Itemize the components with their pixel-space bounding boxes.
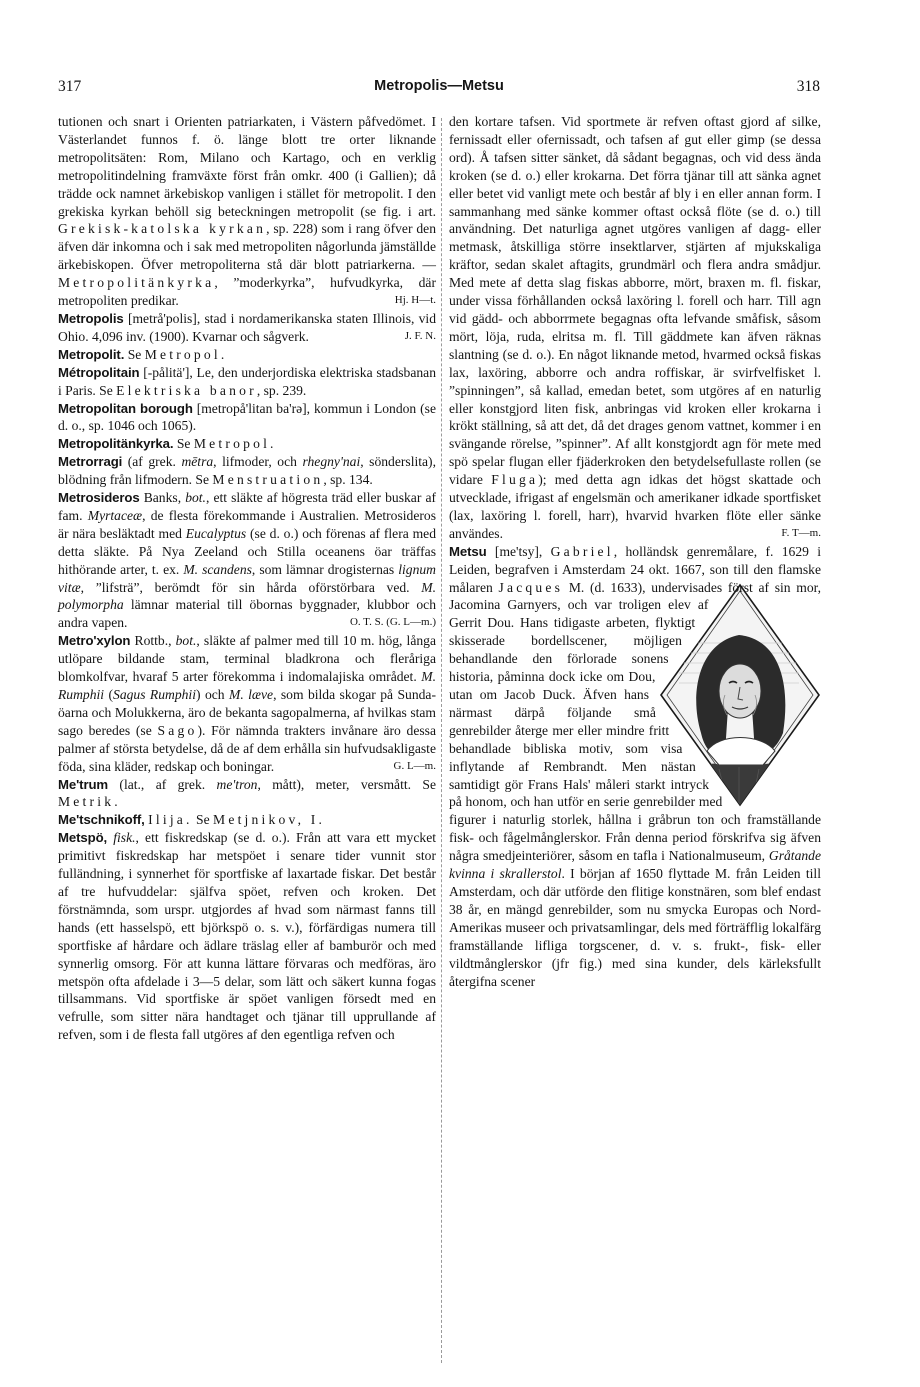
- entry-metropolit: Metropolit. Se Metropol.: [58, 346, 228, 362]
- entry-headword: Metropolis: [58, 310, 124, 326]
- page-header: [58, 78, 820, 98]
- author-signature: F. T—m.: [781, 526, 821, 539]
- column-divider: [441, 118, 442, 1363]
- entry-metschnikoff: Me'tschnikoff, Ilija. Se Metjnikov, I.: [58, 812, 326, 828]
- cross-reference: Metropolitänkyrka: [58, 275, 215, 291]
- entry-headword: Metrosideros: [58, 490, 140, 506]
- entry-headword: Metropolitänkyrka.: [58, 436, 174, 452]
- page-number-left: 317: [58, 78, 82, 95]
- author-signature: Hj. H—t.: [394, 294, 436, 307]
- page-number-right: 318: [796, 78, 820, 95]
- cross-reference: Metjnikov, I.: [213, 812, 326, 828]
- cross-reference: Elektriska banor: [116, 382, 257, 398]
- running-title: Metropolis—Metsu: [374, 78, 504, 94]
- entry-headword: Metsu: [449, 543, 487, 559]
- right-column: [449, 113, 821, 990]
- entry-metropolis: Metropolis [metrå'polis], stad i nordamerikanska staten Illinois, vid Ohio. 4,096 inv. (1900). Kvarnar och sågverk. J. F. N.: [58, 310, 437, 344]
- entry-headword: Metropolitan borough: [58, 400, 193, 416]
- cross-reference: Sago: [157, 722, 198, 738]
- entry-metspo: Metspö, fisk., ett fiskredskap (se d. o.). Från att vara ett mycket primitivt fiskredskap har metspöet i senare tider vunnit stor fulländning, i synnerhet för sportfiske af laxartade fiskar. Det består af tre hufvuddelar: själfva spöet, refven och kroken. Det förstnämnda, som urspr. utgjordes af hvad som närmast fanns till hands (ett hasselspö, ett björkspö o. s. v.), förfärdigas numera till sportfiske af hårdare och ädlare träslag eller af bamburör och med synnerlig omsorg. För att kunna lättare förvaras och medföras, äro metspön ofta afdelade i 3—5 delar, som lätt och säkert kunna fogas tillsammans. Vid sportfiske är spöet vanligen försedt med en vefrulle, som sitter nära handtaget och tjänar till upprullande af refven, som i de flesta fall utgöres af den egentliga refven och: [58, 830, 436, 1043]
- cross-reference: Metrik.: [58, 794, 121, 810]
- entry-headword: Me'tschnikoff,: [58, 812, 145, 828]
- entry-metropolitankyrka: Metropolitänkyrka. Se Metropol.: [58, 436, 277, 452]
- entry-metrum: Me'trum (lat., af grek. me'tron, mått), meter, versmått. Se Metrik.: [58, 776, 436, 810]
- entry-metropolitan-borough: Metropolitan borough [metropå'litan ba'rə], kommun i London (se d. o., sp. 1046 och 1065).: [58, 400, 436, 434]
- cross-reference: Metropol.: [144, 346, 228, 362]
- entry-metspo-continuation: den kortare tafsen. Vid sportmete är refven oftast gjord af silke, fernissadt eller ofernissadt, och tafsen af gut eller gimp (se dessa ord). Å tafsen sitter sänket, då sådant begagnas, och vid dess ända kroken (se d. o.) eller krokarna. Det förra tjänar till att sänka agnet eller betet vid vanligt mete och består af bly i en eller annan form. I sammanhang med sänke kommer oftast också flöte (se d. o.) till användning. Det naturliga agnet utgöres vanligen af dagg- eller metmask, åtskilliga större insektlarver, stjärten af mjukskaliga kräftor, sedan skalet aftagits, grundmärl och flera andra smådjur. Med mete af detta slag fiskas abborre, mört, braxen m. fl. fiskar, under vissa förhållanden också laxöring l. forell och harr. Till agn vid gädd- och abborrmete begagnas ofta lefvande småfisk, såsom mört, löja, ruda, elritsa m. fl. Till gäddmete kan äfven räknas slantning (se d. o.). En något liknande metod, hvarmed också fiskas lax, laxöring, abborre och andra roffiskar, är svirfvelfisket l. ”spinningen”, så kallad, emedan betet, som utgöres af en naturlig eller konstgjord liten fisk, anbringas vid kroken eller krokarna i krökt ställning, så att det, då det drages genom vattnet, kommer i en svängande rörelse, ”spinner”. Af allt konstgjordt agn för mete med spö spelar flugan eller fjäderkroken den betydelsefullaste rollen (se vidare Fluga); med detta agn idkas det högst skattade och utvecklade, ifrigast af engelsmän och amerikaner idkade sportfisket (lax, laxöring l. forell, harr), hvarvid hvarken flöte eller sänke användes. F. T—m.: [449, 114, 821, 541]
- cross-reference: Metropol.: [193, 436, 277, 452]
- author-signature: J. F. N.: [404, 329, 436, 342]
- entry-metsu: Metsu [me'tsy], Gabriel, holländsk genremålare, f. 1629 i Leiden, begrafven i Amsterdam 24 okt. 1667, son till den flamske målaren Jacques M. (d. 1633), undervisades först af sin mor, Jacomina Garnyers, och var troligen elev af Gerrit Dou. Hans tidigaste arbeten, flyktigt skisserade bordellscener, möjligen behandlande den förlorade sonens historia, påminna dock icke om Dou, utan om Jacob Duck. Äfven hans närmast därpå följande små genrebilder återge mer eller mindre fritt behandlade bibliska motiv, som visa inflytande af Rembrandt. Men nästan samtidigt gör Frans Hals' måleri starkt intryck på honom, och han utför en serie genrebilder med figurer i naturlig storlek, hållna i gråbrun ton och framställande fisk- och fågelmånglerskor. Från denna period förskrifva sig äfven några smedjeinteriörer, såsom en tafla i Nationalmuseum, Gråtande kvinna i skrallerstol. I början af 1650 flyttade M. från Leiden till Amsterdam, och där utförde den flitige konstnären, som blef endast 38 år, en mängd genrebilder, som nu smycka Europas och Nord-Amerikas museer och privatsamlingar, dels med förträfflig lokalfärg framställande lifliga torgscener, d. v. s. frukt-, fisk- eller vildtmånglerskor (jfr fig.) med sina kunder, dels kärleksfullt återgifna scener: [449, 543, 821, 989]
- entry-metropol-continuation: tutionen och snart i Orienten patriarkaten, i Västern påfvedömet. I Västerlandet funnos f. ö. länge blott tre orter liknande metropolitsäten: Rom, Milano och Kartago, och en verklig metropolitindelning framväxte först från omkr. 400 (i Gallien); då trädde ock namnet ärkebiskop vanligen i stället för metropolit. I den grekiska kyrkan behöll sig beteckningen metropolit (se fig. i art. Grekisk-katolska kyrkan, sp. 228) som i rang öfver den äfven där inkomna och i sak med metropoliten någorlunda jämställde ärkebiskopen. Öfver metropoliterna stå där blott patriarkerna. — Metropolitänkyrka, ”moderkyrka”, hufvudkyrka, där metropoliten predikar. Hj. H—t.: [58, 114, 436, 309]
- entry-headword: Metro'xylon: [58, 633, 131, 649]
- entry-metroxylon: Metro'xylon Rottb., bot., släkte af palmer med till 10 m. hög, långa utlöpare bildande stam, terminal bladkrona och fleråriga blomkolfvar, hvaraf 5 arter förekomma i indomalajiska området. M. Rumphii (Sagus Rumphii) och M. læve, som bilda skogar på Sunda-öarna och Molukkerna, äro de bekanta sagopalmerna, af hvilkas stam sago beredes (se Sago). För nämnda trakters invånare äro dessa palmer af största betydelse, då de af dem erhålla sin hufvudsakligaste föda, sina kläder, redskap och boningar. G. L—m.: [58, 633, 437, 774]
- entry-headword: Me'trum: [58, 776, 109, 792]
- entry-metrosideros: Metrosideros Banks, bot., ett släkte af högresta träd eller buskar af fam. Myrtaceæ, de flesta förekommande i Australien. Metrosideros är nära besläktadt med Eucalyptus (se d. o.) och förenas af flera med detta släkte. På Nya Zeeland och Stilla oceanens öar träffas hithörande arter, t. ex. M. scandens, som lämnar drogisternas lignum vitæ, ”lifsträ”, berömdt för sin hårda oförstörbara ved. M. polymorpha lämnar material till öbornas byggnader, klubbor och andra vapen. O. T. S. (G. L—m.): [58, 490, 437, 631]
- entry-headword: Metropolit.: [58, 346, 125, 362]
- cross-reference: Menstruation: [212, 472, 324, 488]
- author-signature: G. L—m.: [393, 759, 436, 772]
- entry-headword: Metrorragi: [58, 454, 123, 470]
- entry-headword: Metspö,: [58, 830, 108, 846]
- cross-reference: Fluga: [491, 472, 539, 488]
- entry-headword: Métropolitain: [58, 364, 140, 380]
- left-column: [58, 113, 436, 1044]
- cross-reference: Grekisk-katolska kyrkan: [58, 221, 267, 237]
- entry-metropolitain: Métropolitain [-pålitä'], Le, den underjordiska elektriska stadsbanan i Paris. Se Elektriska banor, sp. 239.: [58, 364, 436, 398]
- entry-metrorragi: Metrorragi (af grek. mētra, lifmoder, och rhegny'nai, sönderslita), blödning från lifmodern. Se Menstruation, sp. 134.: [58, 454, 436, 488]
- author-signature: O. T. S. (G. L—m.): [349, 616, 436, 629]
